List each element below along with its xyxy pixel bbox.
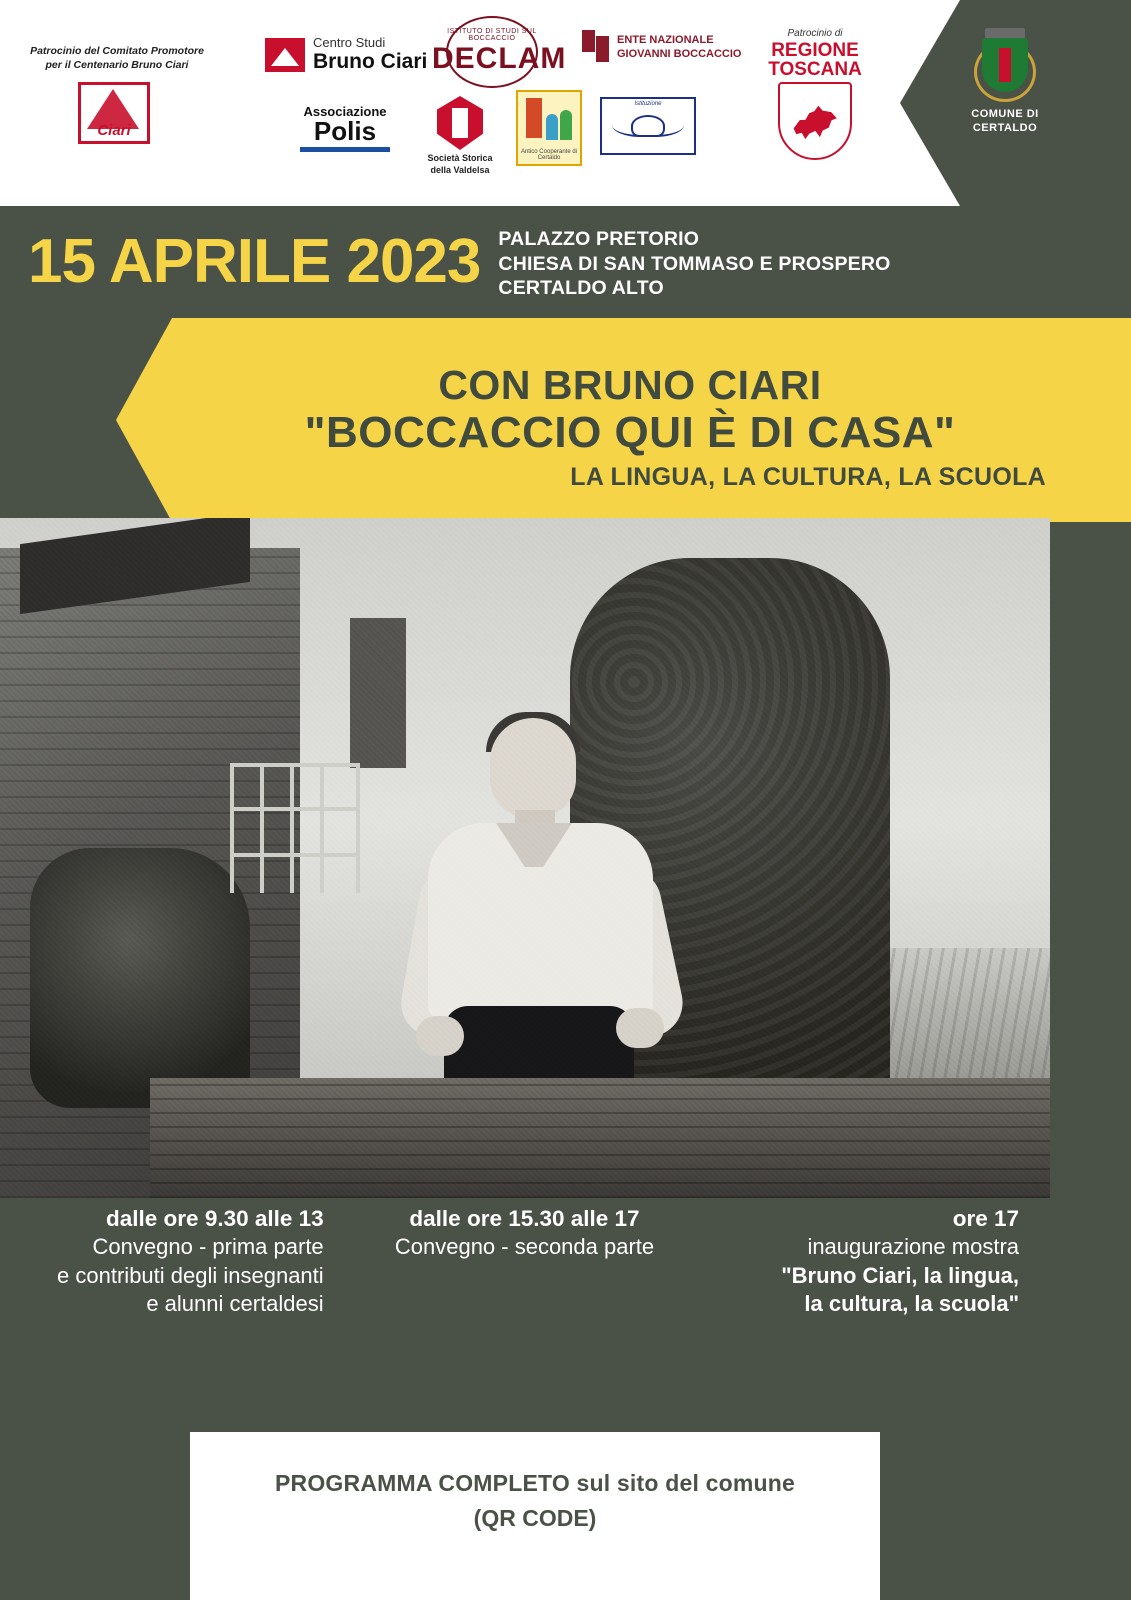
pegasus-icon [790,102,840,142]
venue-line-3: CERTALDO ALTO [498,277,664,300]
logo-antico-cooperante [516,90,582,166]
venue-line-1: PALAZZO PRETORIO [498,227,700,250]
schedule-desc-1-line3: e alunni certaldesi [146,1291,324,1317]
ciari-mark-icon [78,82,150,144]
arc-icon [612,107,684,137]
schedule-time-2: dalle ore 15.30 alle 17 [409,1206,640,1231]
schedule-item-morning [0,1205,354,1395]
polis-bar-icon [300,147,390,152]
logo-blue-box [600,97,696,155]
photo-grain-overlay [0,518,1050,1198]
schedule-desc-2-line1: Convegno - seconda parte [394,1234,655,1260]
schedule-desc-3-line1: inaugurazione mostra [807,1234,1020,1260]
schedule-item-afternoon [354,1205,696,1395]
footer-line-1: PROGRAMMA COMPLETO sul sito del comune [274,1470,796,1496]
logo-centro-studi-bruno-ciari [265,36,427,73]
event-venue [498,223,890,302]
bluebox-caption: Istituzione [634,101,662,107]
footer-card [190,1432,880,1600]
toscana-patrocinio: Patrocinio di [787,28,843,39]
ente-line1: ENTE NAZIONALE [617,34,714,47]
logo-declam [432,28,567,76]
footer-line-2: (QR CODE) [473,1505,597,1531]
tower-caption: Antico Cooperante di Certaldo [520,149,578,161]
open-book-icon [582,30,610,66]
ente-line2: GIOVANNI BOCCACCIO [617,48,742,60]
centro-studi-flag-icon [265,38,305,72]
logo-ente-nazionale-boccaccio [582,30,741,66]
valdelsa-label: Società Storica della Valdelsa [427,153,493,175]
certaldo-label: COMUNE DI CERTALDO [971,108,1039,134]
centro-studi-line2: Bruno Ciari [313,50,428,74]
tower-people-icon [516,90,582,166]
venue-line-2: CHIESA DI SAN TOMMASO E PROSPERO [498,252,891,275]
declam-wordmark: DECLAM [432,42,567,75]
title-line-1: CON BRUNO CIARI [438,362,822,408]
schedule-desc-3-line2: "Bruno Ciari, la lingua, [781,1262,1020,1288]
polis-line1: Associazione [303,104,387,119]
title-line-2: "BOCCACCIO QUI È DI CASA" [304,408,956,458]
blue-box-icon [600,97,696,155]
toscana-line1: REGIONE [771,40,859,61]
centro-studi-line1: Centro Studi [313,35,386,50]
schedule-desc-1-line2: e contributi degli insegnanti [57,1262,324,1288]
logo-regione-toscana [740,28,890,160]
logo-comitato-ciari [78,82,150,144]
event-date: 15 APRILE 2023 [28,227,481,296]
logo-associazione-polis [285,105,405,152]
sponsor-logo-band [0,0,1131,206]
schedule-time-3: ore 17 [952,1206,1020,1231]
schedule-desc-3-line3: la cultura, la scuola" [804,1291,1020,1317]
ciari-wordmark: Ciari [97,122,131,139]
logo-societa-storica-valdelsa [400,96,520,176]
polis-line2: Polis [313,116,377,146]
declam-sub-top: ISTITUTO DI STUDI SUL BOCCACCIO [447,28,537,42]
schedule-desc-1-line1: Convegno - prima parte [92,1234,324,1260]
date-band [0,206,1131,318]
valdelsa-emblem-icon [437,96,483,150]
title-block [0,318,1131,522]
certaldo-crest-icon [974,28,1036,104]
schedule-item-exhibition [695,1205,1131,1395]
schedule-row [0,1205,1131,1395]
schedule-time-1: dalle ore 9.30 alle 13 [106,1206,324,1231]
bruno-ciari-photo [0,518,1050,1198]
title-subtitle: LA LINGUA, LA CULTURA, LA SCUOLA [570,463,1046,492]
toscana-shield-icon [778,82,852,160]
patrocinio-comitato-caption: Patrocinio del Comitato Promotore per il Centenario Bruno Ciari [30,45,204,72]
logo-comune-di-certaldo [945,28,1065,136]
toscana-line2: TOSCANA [768,59,862,80]
